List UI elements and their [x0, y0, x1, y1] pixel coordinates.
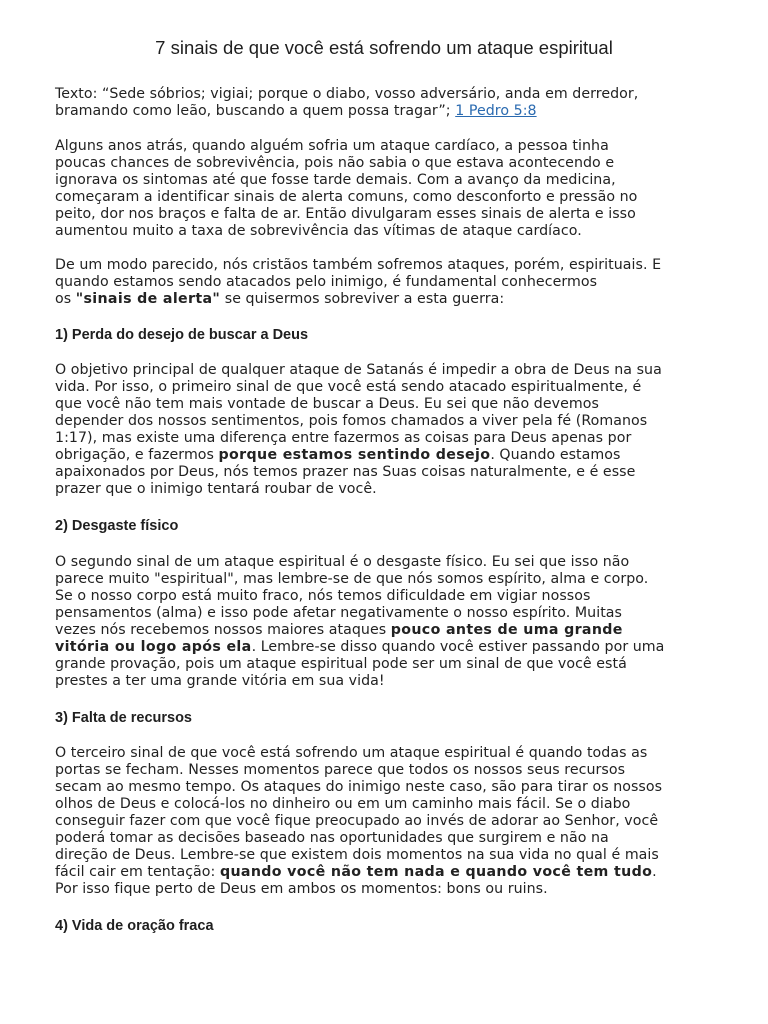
text-line: aumentou muito a taxa de sobrevivência das vítimas de ataque cardíaco.: [55, 223, 582, 239]
text-line: olhos de Deus e colocá-los no dinheiro ou em um caminho mais fácil. Se o diabo: [55, 796, 631, 812]
text-line: O objetivo principal de qualquer ataque de Satanás é impedir a obra de Deus na sua: [55, 362, 662, 378]
section-heading-2: 2) Desgaste físico: [55, 518, 179, 534]
text-line: De um modo parecido, nós cristãos também sofremos ataques, porém, espirituais. E: [55, 257, 662, 273]
text-line: conseguir fazer com que você fique preocupado ao invés de adorar ao Senhor, você: [55, 813, 659, 829]
text-line: grande provação, pois um ataque espiritual pode ser um sinal de que você está: [55, 656, 627, 672]
bold-phrase: pouco antes de uma grande: [390, 622, 623, 638]
bold-phrase: quando você não tem nada e quando você tem tudo: [219, 864, 653, 880]
section-3-paragraph: [55, 745, 720, 898]
text-line: prestes a ter uma grande vitória em sua vida!: [55, 673, 385, 689]
text-line: poucas chances de sobrevivência, pois não sabia o que estava acontecendo e: [55, 155, 615, 171]
text-line: 1:17), mas existe uma diferença entre fazermos as coisas para Deus apenas por: [55, 430, 632, 446]
section-heading-1: 1) Perda do desejo de buscar a Deus: [55, 327, 309, 343]
bible-reference-link[interactable]: 1 Pedro 5:8: [455, 103, 537, 119]
text-line: vezes nós recebemos nossos maiores ataques pouco antes de uma grande: [55, 622, 623, 638]
paragraph-warning-signs: [55, 257, 720, 308]
text-line: direção de Deus. Lembre-se que existem dois momentos na sua vida no qual é mais: [55, 847, 659, 863]
text-line: O segundo sinal de um ataque espiritual é o desgaste físico. Eu sei que isso não: [55, 554, 630, 570]
text-line: apaixonados por Deus, nós temos prazer nas Suas coisas naturalmente, e é esse: [55, 464, 636, 480]
text-line: pensamentos (alma) e isso pode afetar negativamente o nosso espírito. Muitas: [55, 605, 622, 621]
text-line: Alguns anos atrás, quando alguém sofria um ataque cardíaco, a pessoa tinha: [55, 138, 609, 154]
text-line: prazer que o inimigo tentará roubar de você.: [55, 481, 377, 497]
text-line: parece muito "espiritual", mas lembre-se de que nós somos espírito, alma e corpo.: [55, 571, 649, 587]
text-line: vida. Por isso, o primeiro sinal de que você está sendo atacado espiritualmente, é: [55, 379, 642, 395]
text-line: obrigação, e fazermos porque estamos sentindo desejo. Quando estamos: [55, 447, 621, 463]
text-line: Por isso fique perto de Deus em ambos os momentos: bons ou ruins.: [55, 881, 548, 897]
section-2-paragraph: [55, 554, 720, 690]
intro-line: Texto: “Sede sóbrios; vigiai; porque o diabo, vosso adversário, anda em derredor,: [55, 86, 639, 102]
bold-phrase: vitória ou logo após ela: [55, 639, 252, 655]
text-line: portas se fecham. Nesses momentos parece que todos os nossos seus recursos: [55, 762, 626, 778]
section-heading-4: 4) Vida de oração fraca: [55, 918, 214, 934]
section-1-paragraph: [55, 362, 720, 498]
text-line: vitória ou logo após ela. Lembre-se disso quando você estiver passando por uma: [55, 639, 665, 655]
text-line: começaram a identificar sinais de alerta comuns, como desconforto e pressão no: [55, 189, 638, 205]
text-line: peito, dor nos braços e falta de ar. Então divulgaram esses sinais de alerta e isso: [55, 206, 636, 222]
text-line: O terceiro sinal de que você está sofrendo um ataque espiritual é quando todas as: [55, 745, 648, 761]
text-line: Se o nosso corpo está muito fraco, nós temos dificuldade em vigiar nossos: [55, 588, 591, 604]
text-line: fácil cair em tentação: quando você não tem nada e quando você tem tudo.: [55, 864, 657, 880]
paragraph-heart-attack: [55, 138, 720, 240]
text-line: secam ao mesmo tempo. Os ataques do inimigo neste caso, são para tirar os nossos: [55, 779, 663, 795]
text-line: depender dos nossos sentimentos, pois fomos chamados a viver pela fé (Romanos: [55, 413, 648, 429]
text-line: poderá tomar as decisões baseado nas oportunidades que surgirem e não na: [55, 830, 609, 846]
document-title: 7 sinais de que você está sofrendo um ataque espiritual: [155, 37, 613, 58]
text-line: os "sinais de alerta" se quisermos sobreviver a esta guerra:: [55, 291, 505, 307]
text-line: ignorava os sintomas até que fosse tarde demais. Com a avanço da medicina,: [55, 172, 616, 188]
bold-phrase: "sinais de alerta": [75, 291, 221, 307]
intro-paragraph: [55, 86, 720, 120]
section-heading-3: 3) Falta de recursos: [55, 710, 192, 726]
bold-phrase: porque estamos sentindo desejo: [218, 447, 491, 463]
text-line: quando estamos sendo atacados pelo inimigo, é fundamental conhecermos: [55, 274, 598, 290]
intro-line: bramando como leão, buscando a quem possa tragar”; 1 Pedro 5:8: [55, 103, 537, 119]
text-line: que você não tem mais vontade de buscar a Deus. Eu sei que não devemos: [55, 396, 599, 412]
